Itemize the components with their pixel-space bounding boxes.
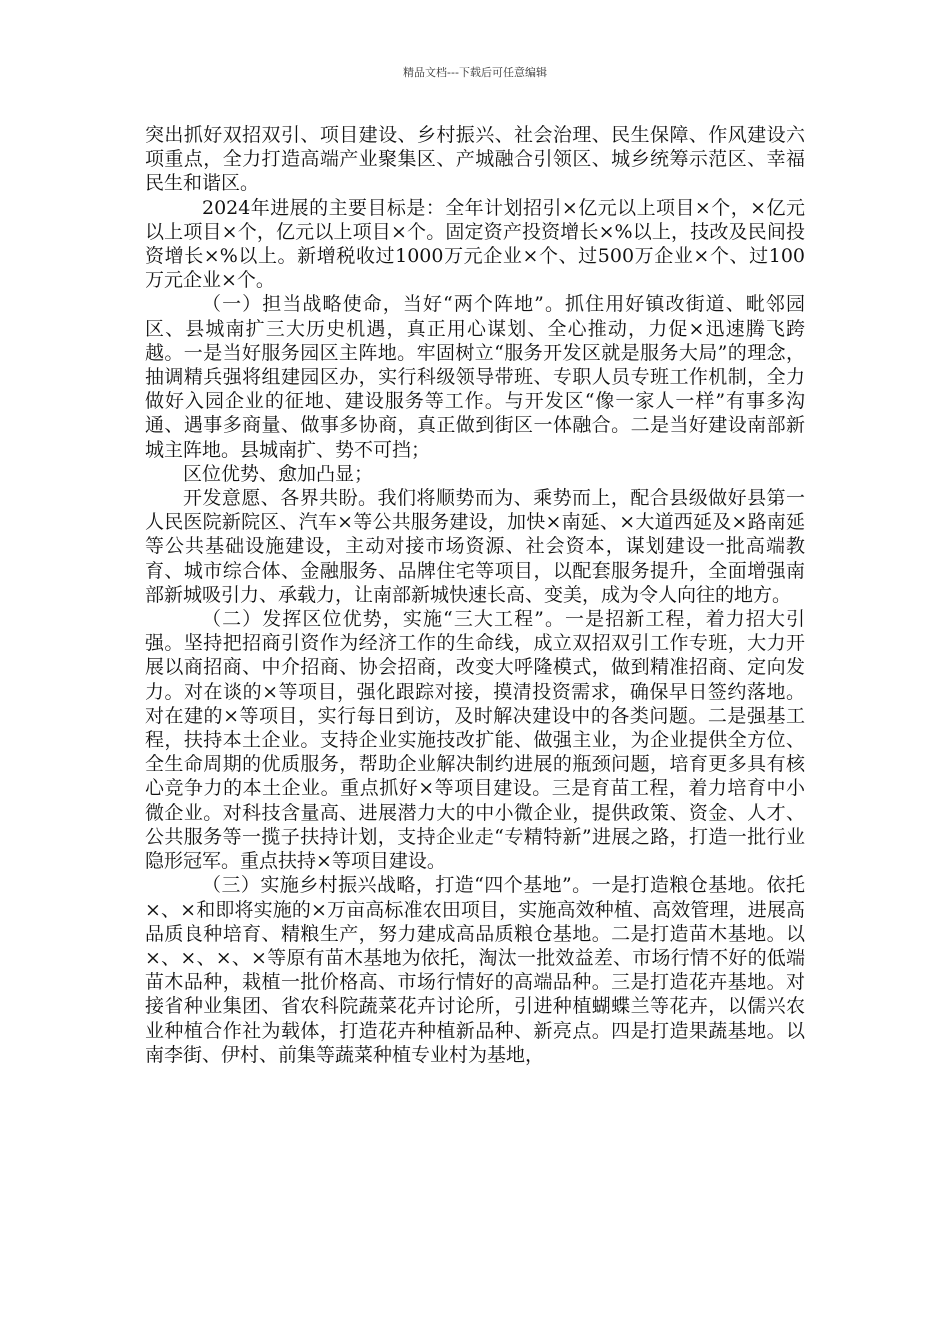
paragraph-section-one: （一）担当战略使命，当好“两个阵地”。抓住用好镇改街道、毗邻园区、县城南扩三大历史机遇，真正用心谋划、全心推动，力促×迅速腾飞跨越。一是当好服务园区主阵地。牢固树立“服务开发区就是服务大局”的理念，抽调精兵强将组建园区办，实行科级领导带班、专职人员专班工作机制，全力做好入园企业的征地、建设服务等工作。与开发区“像一家人一样”有事多沟通、遇事多商量、做事多协商，真正做到街区一体融合。二是当好建设南部新城主阵地。县城南扩、势不可挡； [145, 293, 805, 461]
paragraph-development-will: 开发意愿、各界共盼。我们将顺势而为、乘势而上，配合县级做好县第一人民医院新院区、汽车×等公共服务建设，加快×南延、×大道西延及×路南延等公共基础设施建设，主动对接市场资源、社会资本，谋划建设一批高端教育、城市综合体、金融服务、品牌住宅等项目，以配套服务提升，全面增强南部新城吸引力、承载力，让南部新城快速长高、变美，成为令人向往的地方。 [145, 487, 805, 606]
paragraph-section-two: （二）发挥区位优势，实施“三大工程”。一是招新工程，着力招大引强。坚持把招商引资作为经济工作的生命线，成立双招双引工作专班，大力开展以商招商、中介招商、协会招商，改变大呼隆模式，做到精准招商、定向发力。对在谈的×等项目，强化跟踪对接，摸清投资需求，确保早日签约落地。对在建的×等项目，实行每日到访，及时解决建设中的各类问题。二是强基工程，扶持本土企业。支持企业实施技改扩能、做强主业，为企业提供全方位、全生命周期的优质服务，帮助企业解决制约进展的瓶颈问题，培育更多具有核心竞争力的本土企业。重点抓好×等项目建设。三是育苗工程，着力培育中小微企业。对科技含量高、进展潜力大的中小微企业，提供政策、资金、人才、公共服务等一揽子扶持计划，支持企业走“专精特新”进展之路，打造一批行业隐形冠军。重点扶持×等项目建设。 [145, 608, 805, 873]
paragraph-location-advantage: 区位优势、愈加凸显； [183, 462, 374, 485]
paragraph-section-three: （三）实施乡村振兴战略，打造“四个基地”。一是打造粮仓基地。依托×、×和即将实施的×万亩高标准农田项目，实施高效种植、高效管理，进展高品质良种培育、精粮生产，努力建成高品质粮仓基地。二是打造苗木基地。以×、×、×、×等原有苗木基地为依托，淘汰一批效益差、市场行情不好的低端苗木品种，栽植一批价格高、市场行情好的高端品种。三是打造花卉基地。对接省种业集团、省农科院蔬菜花卉讨论所，引进种植蝴蝶兰等花卉，以儒兴农业种植合作社为载体，打造花卉种植新品种、新亮点。四是打造果蔬基地。以南李街、伊村、前集等蔬菜种植专业村为基地， [145, 874, 805, 1066]
paragraph-main-goals: 2024年进展的主要目标是：全年计划招引×亿元以上项目×个，×亿元以上项目×个，亿元以上项目×个。固定资产投资增长×%以上，技改及民间投资增长×%以上。新增税收过1000万元企业×个、过500万企业×个、过100万元企业×个。 [145, 196, 805, 292]
page-header: 精品文档---下载后可任意编辑 [403, 66, 547, 79]
paragraph-intro-continued: 突出抓好双招双引、项目建设、乡村振兴、社会治理、民生保障、作风建设六项重点，全力打造高端产业聚集区、产城融合引领区、城乡统筹示范区、幸福民生和谐区。 [145, 124, 805, 195]
document-body [145, 123, 805, 1067]
